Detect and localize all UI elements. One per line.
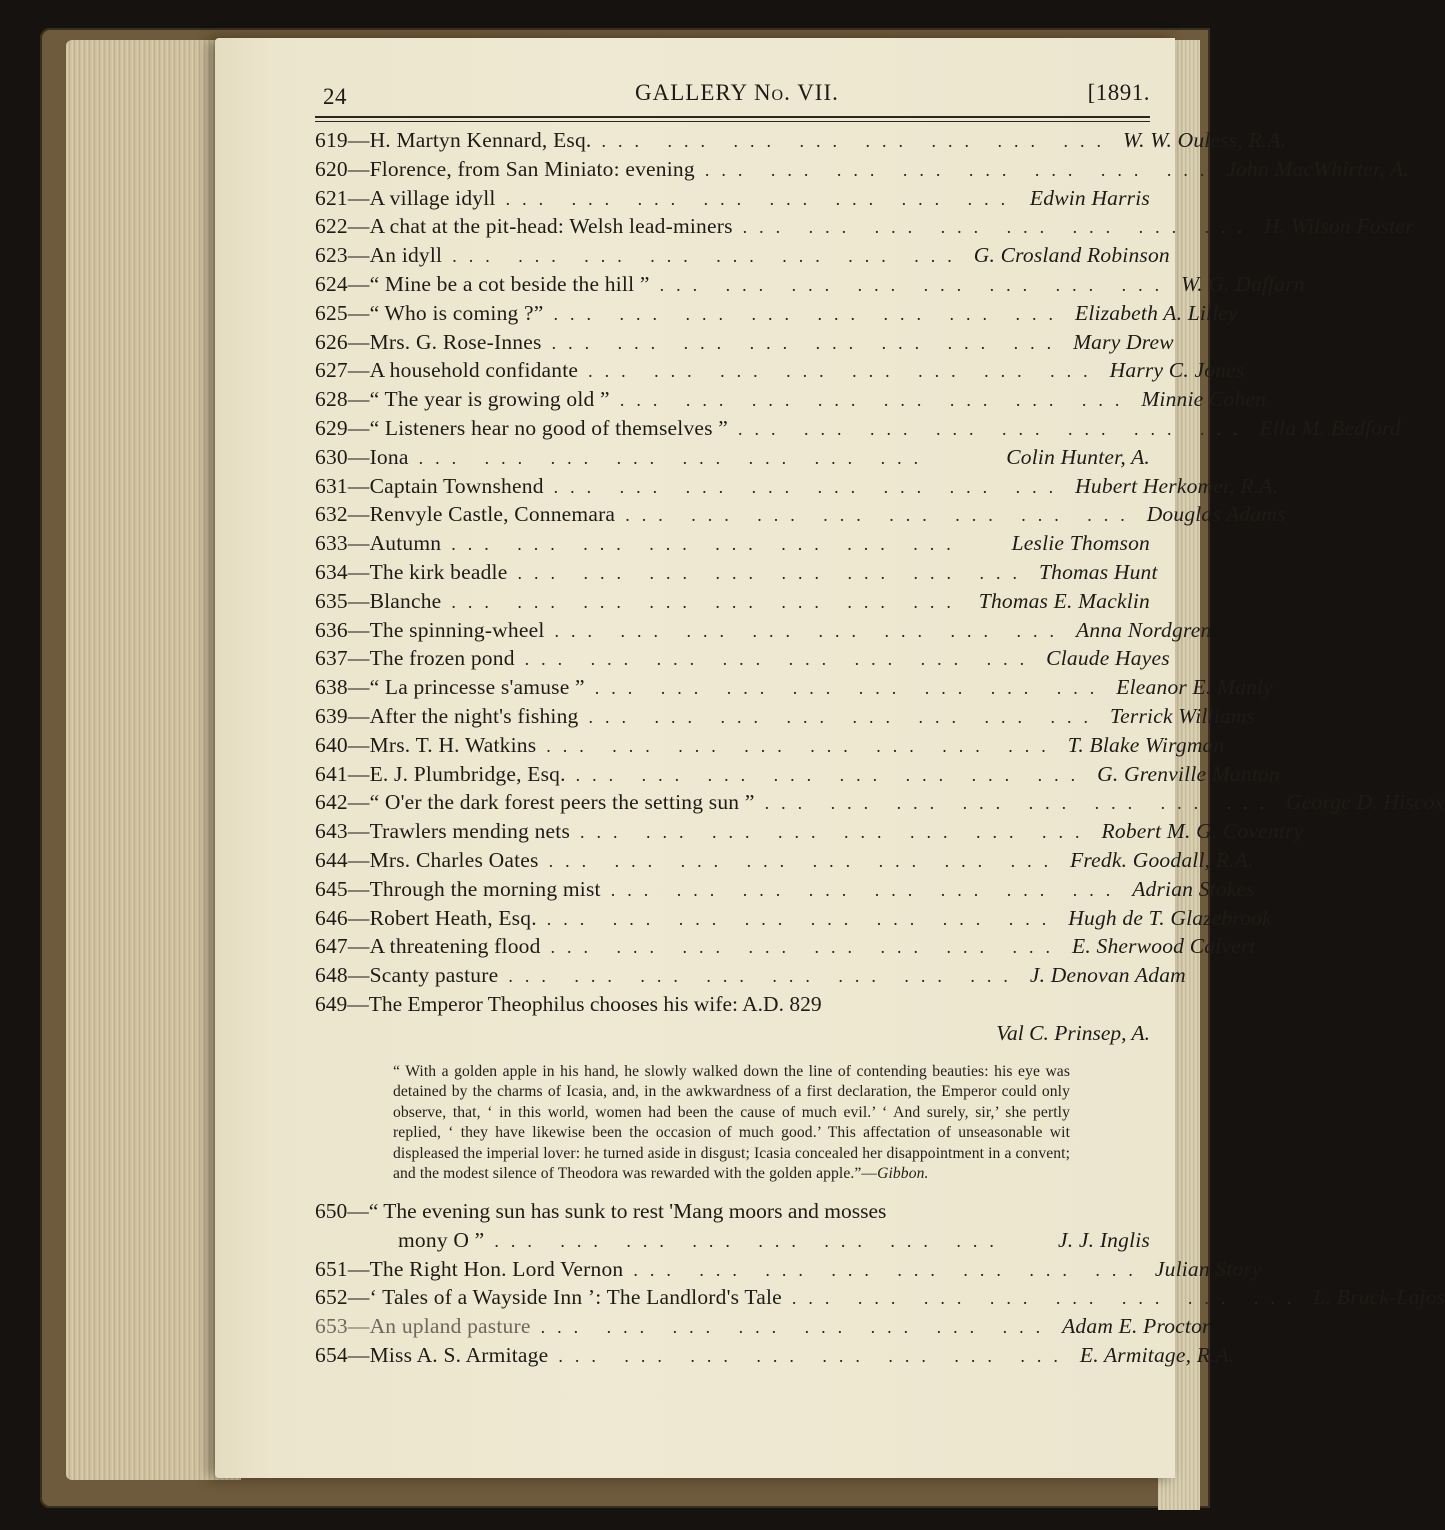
catalogue-entry: 634 — The kirk beadle ... ... ... ... ... ... ... ... Thomas Hunt: [315, 559, 1158, 584]
leader-dots: ... ... ... ... ... ... ... ...: [451, 534, 963, 555]
entry-artist: Colin Hunter, A.: [1006, 444, 1150, 469]
entry-number: 635: [315, 588, 348, 613]
leader-dots: ... ... ... ... ... ... ... ...: [494, 1230, 1006, 1251]
entry-artist: G. Crosland Robinson: [973, 243, 1170, 268]
entry-title: An upland pasture: [369, 1314, 531, 1339]
catalogue-entry: 633 — Autumn ... ... ... ... ... ... ... ... Leslie Thomson: [315, 531, 1150, 556]
entry-title: A household confidante: [369, 358, 579, 383]
page-number: 24: [323, 84, 347, 109]
entry-number: 633: [315, 531, 348, 556]
catalogue-entry: 648 — Scanty pasture ... ... ... ... ... ... ... ... J. Denovan Adam: [315, 963, 1186, 988]
leader-dots: ... ... ... ... ... ... ... ...: [742, 217, 1255, 238]
entry-artist: Harry C. Jones: [1109, 358, 1245, 383]
entry-number: 632: [315, 502, 348, 527]
catalogue-entry: 646 — Robert Heath, Esq. ... ... ... ... ... ... ... ... Hugh de T. Glazebrook: [315, 905, 1272, 930]
entry-title: After the night's fishing: [369, 703, 579, 728]
entry-artist: Robert M. G. Coventry: [1101, 819, 1304, 844]
page-content: [315, 80, 1445, 1372]
entry-title: Florence, from San Miniato: evening: [369, 156, 695, 181]
leader-dots: ... ... ... ... ... ... ... ...: [764, 793, 1277, 814]
entry-title: Mrs. T. H. Watkins: [369, 732, 537, 757]
entry-number: 643: [315, 819, 348, 844]
entry-title: “ Listeners hear no good of themselves ”: [369, 415, 729, 440]
entry-artist: W. W. Ouless, R.A.: [1123, 128, 1287, 152]
catalogue-entry: 641 — E. J. Plumbridge, Esq. ... ... ... ... ... ... ... ... G. Grenville Manton: [315, 761, 1280, 786]
leader-dots: ... ... ... ... ... ... ... ...: [554, 620, 1067, 641]
entry-number: 648: [315, 963, 348, 988]
entry-number: 647: [315, 934, 348, 959]
entry-artist: Elizabeth A. Lilley: [1075, 300, 1238, 325]
entry-artist: Val C. Prinsep, A.: [996, 1020, 1150, 1045]
leader-dots: ... ... ... ... ... ... ... ...: [451, 591, 963, 612]
catalogue-entry: 635 — Blanche ... ... ... ... ... ... ... ... Thomas E. Macklin: [315, 588, 1150, 613]
catalogue-entry: 620 — Florence, from San Miniato: evening ... ... ... ... ... ... ... ... John MacWhirter, A.: [315, 156, 1409, 181]
entry-title-continued: mony O ”: [398, 1227, 485, 1252]
gallery-title: GALLERY No. VII.: [635, 80, 839, 105]
catalogue-entry: 625 — “ Who is coming ?” ... ... ... ... ... ... ... ... Elizabeth A. Lilley: [315, 300, 1238, 325]
entry-number: 631: [315, 473, 348, 498]
entry-number: 637: [315, 646, 348, 671]
entry-title: Iona: [369, 444, 409, 469]
entry-artist: J. J. Inglis: [1058, 1227, 1150, 1252]
catalogue-entry: 644 — Mrs. Charles Oates ... ... ... ... ... ... ... ... Fredk. Goodall, R.A.: [315, 847, 1254, 872]
leader-dots: ... ... ... ... ... ... ... ...: [619, 390, 1132, 411]
catalogue-entry: 630 — Iona ... ... ... ... ... ... ... ... Colin Hunter, A.: [315, 444, 1150, 469]
running-head: [315, 80, 1150, 114]
entry-artist: John MacWhirter, A.: [1226, 156, 1409, 181]
catalogue-entry: 654 — Miss A. S. Armitage ... ... ... ... ... ... ... ... E. Armitage, R.A.: [315, 1343, 1235, 1368]
leader-dots: ... ... ... ... ... ... ... ...: [601, 131, 1114, 151]
entry-number: 638: [315, 675, 348, 700]
entry-title: A chat at the pit-head: Welsh lead-miners: [369, 214, 733, 239]
entry-title: Autumn: [369, 531, 442, 556]
entry-artist: George D. Hiscox: [1286, 790, 1445, 815]
entry-title: “ La princesse s'amuse ”: [369, 675, 585, 700]
entry-artist: J. Denovan Adam: [1029, 963, 1186, 988]
entry-number: 627: [315, 358, 348, 383]
entry-number: 641: [315, 761, 348, 786]
leader-dots: ... ... ... ... ... ... ... ...: [540, 1317, 1053, 1338]
entry-number: 640: [315, 732, 348, 757]
catalogue-entry: 652 — ‘ Tales of a Wayside Inn ’: The Landlord's Tale ... ... ... ... ... ... ... ... L. Bruck-Lajos: [315, 1285, 1445, 1310]
entry-title: “ O'er the dark forest peers the setting sun ”: [369, 790, 755, 815]
entry-artist: Leslie Thomson: [1011, 531, 1150, 556]
entry-title: A village idyll: [369, 185, 496, 210]
catalogue-entry: 647 — A threatening flood ... ... ... ... ... ... ... ... E. Sherwood Calvert: [315, 934, 1256, 959]
quotation-source: Gibbon.: [877, 1165, 929, 1183]
leader-dots: ... ... ... ... ... ... ... ...: [505, 188, 1018, 209]
entry-title: ‘ Tales of a Wayside Inn ’: The Landlord's Tale: [369, 1285, 782, 1310]
entry-title: “ Mine be a cot beside the hill ”: [369, 271, 650, 296]
catalogue-entry-650: 650 — “ The evening sun has sunk to rest 'Mang moors and mosses: [315, 1199, 887, 1224]
entry-title: Blanche: [369, 588, 442, 613]
leader-dots: ... ... ... ... ... ... ... ...: [588, 361, 1100, 382]
entry-number: 644: [315, 847, 348, 872]
entry-artist: Anna Nordgren: [1076, 617, 1212, 642]
leader-dots: ... ... ... ... ... ... ... ...: [588, 706, 1100, 727]
catalogue-page: [215, 38, 1445, 1478]
catalogue-entry: 645 — Through the morning mist ... ... ... ... ... ... ... ... Adrian Stokes: [315, 876, 1255, 901]
entry-list-continued: [315, 1199, 1445, 1372]
entry-number: 625: [315, 300, 348, 325]
entry-number: 650: [315, 1199, 348, 1224]
entry-title: The kirk beadle: [369, 559, 508, 584]
entry-number: 653: [315, 1314, 348, 1339]
entry-artist: Adam E. Proctor: [1062, 1314, 1211, 1339]
entry-artist: Adrian Stokes: [1132, 876, 1255, 901]
entry-title: Scanty pasture: [369, 963, 499, 988]
entry-title: Mrs. G. Rose-Innes: [369, 329, 542, 354]
entry-title: “ The evening sun has sunk to rest 'Mang moors and mosses: [368, 1199, 887, 1224]
catalogue-entry: 622 — A chat at the pit-head: Welsh lead-miners ... ... ... ... ... ... ... ... H. Wilson Foster: [315, 214, 1414, 239]
leader-dots: ... ... ... ... ... ... ... ...: [548, 850, 1061, 871]
entry-number: 639: [315, 703, 348, 728]
leader-dots: ... ... ... ... ... ... ... ...: [546, 735, 1058, 756]
entry-title: “ Who is coming ?”: [369, 300, 544, 325]
catalogue-entry: 651 — The Right Hon. Lord Vernon ... ... ... ... ... ... ... ... Julian Story: [315, 1256, 1262, 1281]
entry-title: “ The year is growing old ”: [369, 387, 610, 412]
entry-title: Miss A. S. Armitage: [369, 1343, 549, 1368]
leader-dots: ... ... ... ... ... ... ... ...: [633, 1259, 1145, 1280]
entry-artist: L. Bruck-Lajos: [1313, 1285, 1445, 1310]
entry-number: 636: [315, 617, 348, 642]
catalogue-entry: 621 — A village idyll ... ... ... ... ... ... ... ... Edwin Harris: [315, 185, 1150, 210]
entry-title: Trawlers mending nets: [369, 819, 571, 844]
gibbon-quotation: [393, 1062, 1070, 1186]
catalogue-entry: 623 — An idyll ... ... ... ... ... ... ... ... G. Crosland Robinson: [315, 243, 1170, 268]
entry-number: 620: [315, 156, 348, 181]
entry-artist: Douglas Adams: [1146, 502, 1286, 527]
header-rule-thin: [315, 121, 1150, 122]
entry-artist: E. Armitage, R.A.: [1079, 1343, 1235, 1368]
entry-number: 621: [315, 185, 348, 210]
leader-dots: ... ... ... ... ... ... ... ...: [594, 678, 1107, 699]
entry-title: The spinning-wheel: [369, 617, 545, 642]
entry-artist: Edwin Harris: [1029, 185, 1150, 210]
entry-title: Renvyle Castle, Connemara: [369, 502, 616, 527]
entry-title: H. Martyn Kennard, Esq.: [369, 128, 592, 152]
entry-number: 654: [315, 1343, 348, 1368]
entry-title: E. J. Plumbridge, Esq.: [369, 761, 566, 786]
entry-artist: T. Blake Wirgman: [1067, 732, 1225, 757]
entry-list: [315, 128, 1445, 1050]
entry-title: The frozen pond: [369, 646, 515, 671]
entry-artist: Claude Hayes: [1046, 646, 1170, 671]
entry-number: 628: [315, 387, 348, 412]
catalogue-entry: 629 — “ Listeners hear no good of themselves ” ... ... ... ... ... ... ... ... Ella M. Bedford: [315, 415, 1401, 440]
catalogue-entry: 643 — Trawlers mending nets ... ... ... ... ... ... ... ... Robert M. G. Coventry: [315, 819, 1304, 844]
catalogue-entry: 637 — The frozen pond ... ... ... ... ... ... ... ... Claude Hayes: [315, 646, 1170, 671]
leader-dots: ... ... ... ... ... ... ... ...: [452, 246, 964, 267]
entry-number: 630: [315, 444, 348, 469]
entry-title: Mrs. Charles Oates: [369, 847, 539, 872]
entry-number: 634: [315, 559, 348, 584]
entry-number: 645: [315, 876, 348, 901]
leader-dots: ... ... ... ... ... ... ... ...: [625, 505, 1137, 526]
entry-number: 624: [315, 271, 348, 296]
catalogue-entry: 642 — “ O'er the dark forest peers the setting sun ” ... ... ... ... ... ... ... ... George D. Hiscox: [315, 790, 1445, 815]
leader-dots: ... ... ... ... ... ... ... ...: [550, 937, 1063, 958]
entry-title: An idyll: [369, 243, 443, 268]
entry-artist: Ella M. Bedford: [1259, 415, 1401, 440]
leader-dots: ... ... ... ... ... ... ... ...: [517, 562, 1029, 583]
leader-dots: ... ... ... ... ... ... ... ...: [580, 822, 1092, 843]
entry-title: A threatening flood: [369, 934, 541, 959]
catalogue-entry: 638 — “ La princesse s'amuse ” ... ... ... ... ... ... ... ... Eleanor E. Manly: [315, 675, 1273, 700]
leader-dots: ... ... ... ... ... ... ... ...: [659, 274, 1172, 295]
entry-number: 652: [315, 1285, 348, 1310]
entry-number: 626: [315, 329, 348, 354]
year: [1891.: [1087, 80, 1150, 105]
catalogue-entry: 632 — Renvyle Castle, Connemara ... ... ... ... ... ... ... ... Douglas Adams: [315, 502, 1286, 527]
entry-artist: Hubert Herkomer, R.A.: [1075, 473, 1279, 498]
entry-number: 649: [315, 991, 348, 1016]
leader-dots: ... ... ... ... ... ... ... ...: [738, 418, 1250, 439]
catalogue-entry: 639 — After the night's fishing ... ... ... ... ... ... ... ... Terrick Williams: [315, 703, 1256, 728]
catalogue-entry: 653 — An upland pasture ... ... ... ... ... ... ... ... Adam E. Proctor: [315, 1314, 1211, 1339]
catalogue-entry: 627 — A household confidante ... ... ... ... ... ... ... ... Harry C. Jones: [315, 358, 1245, 383]
entry-title: The Emperor Theophilus chooses his wife: A.D. 829: [368, 991, 822, 1016]
leader-dots: ... ... ... ... ... ... ... ...: [551, 332, 1064, 353]
leader-dots: ... ... ... ... ... ... ... ...: [558, 1346, 1070, 1367]
leader-dots: ... ... ... ... ... ... ... ...: [524, 649, 1037, 670]
entry-649-artist-line: [315, 1021, 1150, 1050]
leader-dots: ... ... ... ... ... ... ... ...: [610, 879, 1123, 900]
entry-number: 629: [315, 415, 348, 440]
entry-artist: H. Wilson Foster: [1264, 214, 1414, 239]
entry-artist: Terrick Williams: [1109, 703, 1256, 728]
entry-650-continuation: [315, 1228, 1150, 1257]
entry-number: 642: [315, 790, 348, 815]
catalogue-entry: 628 — “ The year is growing old ” ... ... ... ... ... ... ... ... Minnie Cohen: [315, 387, 1267, 412]
leader-dots: ... ... ... ... ... ... ... ...: [546, 908, 1059, 929]
entry-artist: G. Grenville Manton: [1097, 761, 1280, 786]
entry-artist: Minnie Cohen: [1141, 387, 1267, 412]
catalogue-entry-649: 649 — The Emperor Theophilus chooses his wife: A.D. 829: [315, 991, 822, 1016]
leader-dots: ... ... ... ... ... ... ... ...: [575, 764, 1088, 785]
entry-number: 651: [315, 1256, 348, 1281]
catalogue-entry: 636 — The spinning-wheel ... ... ... ... ... ... ... ... Anna Nordgren: [315, 617, 1212, 642]
entry-artist: E. Sherwood Calvert: [1072, 934, 1256, 959]
header-rule: [315, 116, 1150, 118]
entry-number: 623: [315, 243, 348, 268]
catalogue-entry: 624 — “ Mine be a cot beside the hill ” ... ... ... ... ... ... ... ... W. G. Daffarn: [315, 271, 1305, 296]
leader-dots: ... ... ... ... ... ... ... ...: [553, 476, 1066, 497]
entry-number: 619: [315, 128, 348, 152]
catalogue-entry: 631 — Captain Townshend ... ... ... ... ... ... ... ... Hubert Herkomer, R.A.: [315, 473, 1279, 498]
entry-title: Robert Heath, Esq.: [369, 905, 537, 930]
catalogue-entry: 626 — Mrs. G. Rose-Innes ... ... ... ... ... ... ... ... Mary Drew: [315, 329, 1174, 354]
entry-artist: Thomas E. Macklin: [978, 588, 1150, 613]
leader-dots: ... ... ... ... ... ... ... ...: [791, 1288, 1304, 1309]
catalogue-entry: 640 — Mrs. T. H. Watkins ... ... ... ... ... ... ... ... T. Blake Wirgman: [315, 732, 1225, 757]
entry-artist: Hugh de T. Glazebrook: [1068, 905, 1272, 930]
entry-artist: Eleanor E. Manly: [1116, 675, 1273, 700]
entry-artist: Thomas Hunt: [1038, 559, 1158, 584]
entry-artist: Fredk. Goodall, R.A.: [1070, 847, 1254, 872]
entry-title: Captain Townshend: [369, 473, 544, 498]
entry-artist: W. G. Daffarn: [1181, 271, 1305, 296]
entry-title: The Right Hon. Lord Vernon: [369, 1256, 624, 1281]
entry-title: Through the morning mist: [369, 876, 601, 901]
leader-dots: ... ... ... ... ... ... ... ...: [704, 159, 1217, 180]
leader-dots: ... ... ... ... ... ... ... ...: [508, 966, 1020, 987]
entry-artist: Julian Story: [1154, 1256, 1262, 1281]
leader-dots: ... ... ... ... ... ... ... ...: [418, 447, 931, 468]
catalogue-entry: 619 — H. Martyn Kennard, Esq. ... ... ... ... ... ... ... ... W. W. Ouless, R.A.: [315, 128, 1287, 152]
leader-dots: ... ... ... ... ... ... ... ...: [553, 303, 1066, 324]
quotation-text: “ With a golden apple in his hand, he slowly walked down the line of contending beauties: his eye was detained by the charms of Icasia, and, in the awkwardness of a first declaration, the Emperor could only observe, that, ‘ in this world, women had been the cause of much evil.’ ‘ And surely, sir,’ she pertly replied, ‘ they have likewise been the occasion of much good.’ This affectation of unseasonable wit displeased the imperial lover: he turned aside in disgust; Icasia concealed her disappointment in a convent; and the modest silence of Theodora was rewarded with the golden apple.”—: [393, 1062, 1070, 1183]
entry-artist: Mary Drew: [1073, 329, 1174, 354]
entry-number: 622: [315, 214, 348, 239]
entry-number: 646: [315, 905, 348, 930]
